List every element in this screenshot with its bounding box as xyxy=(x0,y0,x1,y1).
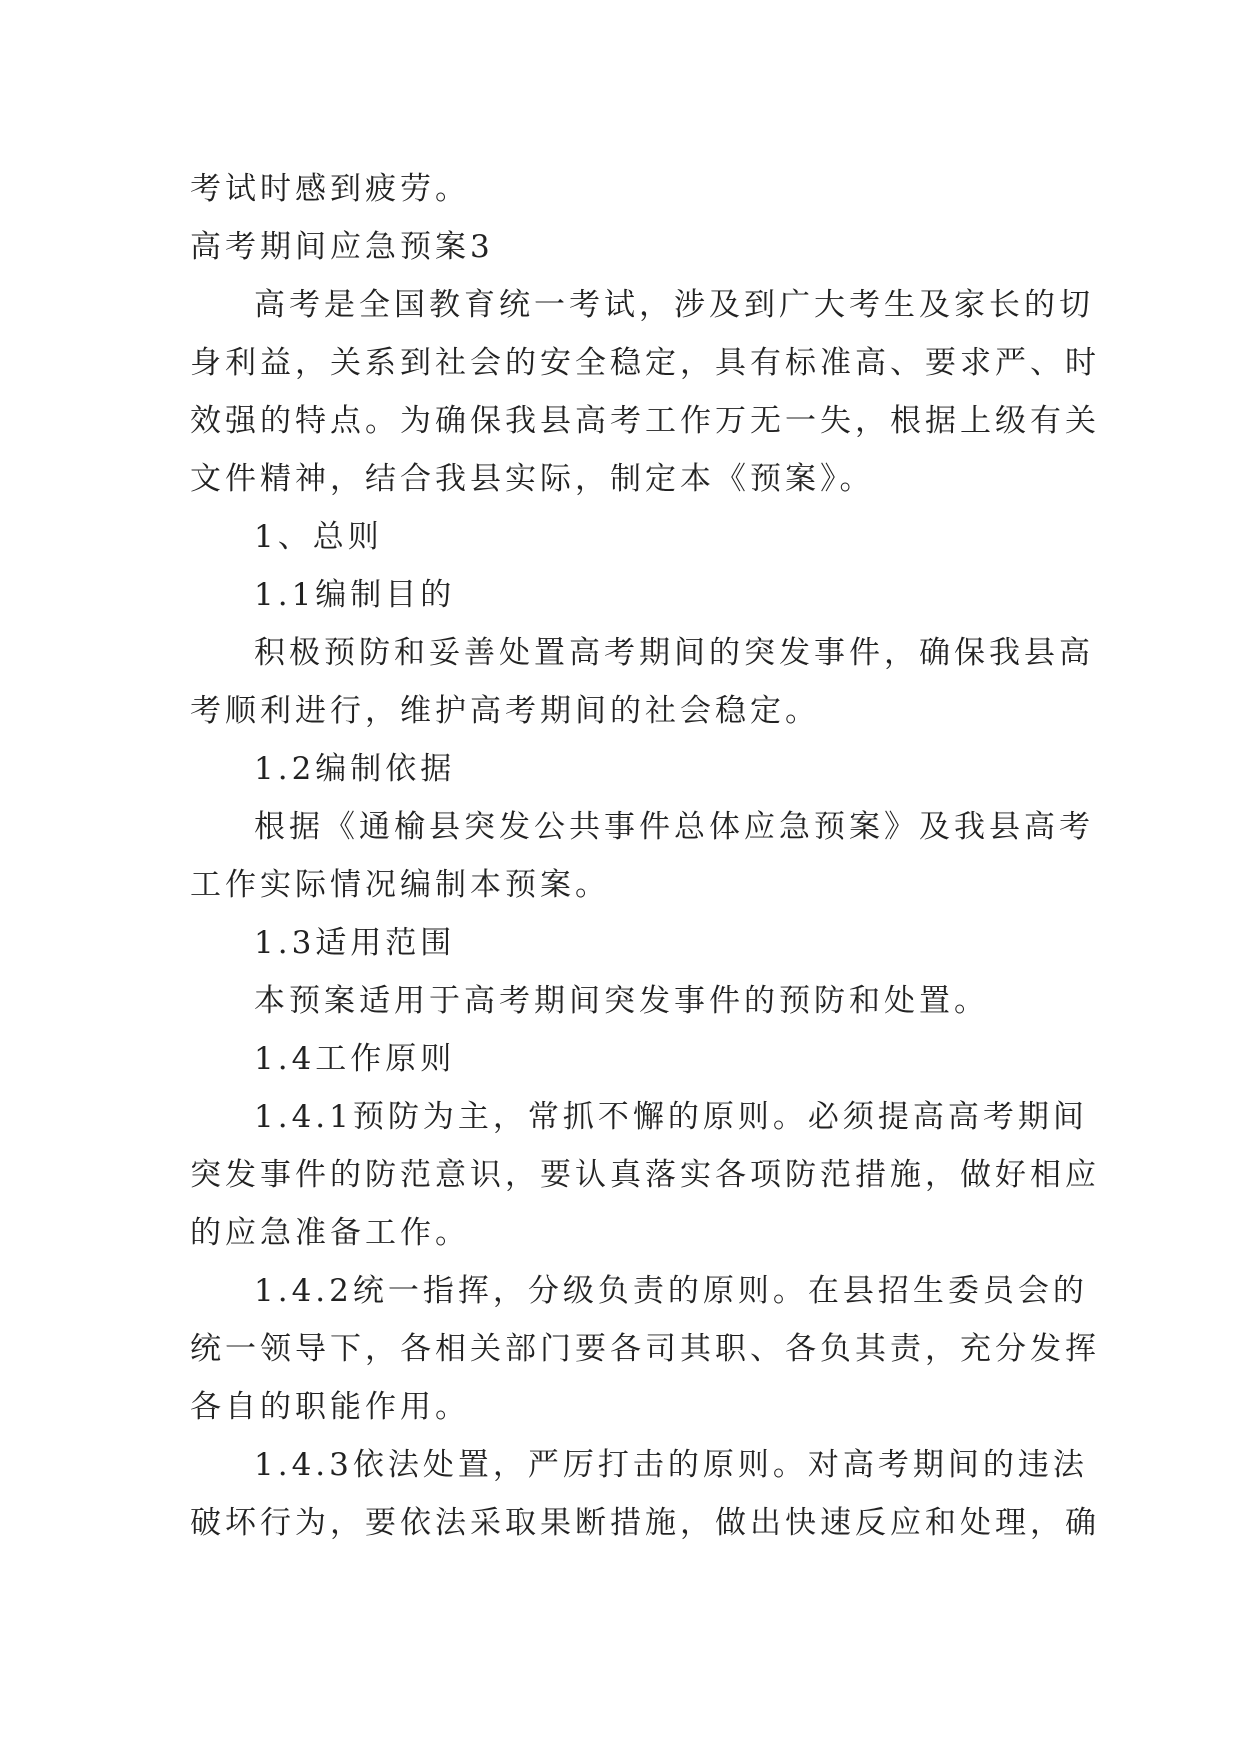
text-line: 的应急准备工作。 xyxy=(190,1215,470,1251)
text-line: 高考是全国教育统一考试，涉及到广大考生及家长的切 xyxy=(254,287,1094,323)
text-line: 统一领导下，各相关部门要各司其职、各负其责，充分发挥 xyxy=(190,1331,1100,1367)
text-line: 工作实际情况编制本预案。 xyxy=(190,867,610,903)
heading-scope: 1.3适用范围 xyxy=(254,925,456,961)
text-line: 本预案适用于高考期间突发事件的预防和处置。 xyxy=(254,983,989,1019)
text-line: 各自的职能作用。 xyxy=(190,1389,470,1425)
text-line: 文件精神，结合我县实际，制定本《预案》。 xyxy=(190,461,875,497)
heading-purpose: 1.1编制目的 xyxy=(254,577,456,613)
text-line: 考顺利进行，维护高考期间的社会稳定。 xyxy=(190,693,820,729)
text-line: 考试时感到疲劳。 xyxy=(190,171,470,207)
text-line: 1.4.1预防为主，常抓不懈的原则。必须提高高考期间 xyxy=(254,1099,1088,1135)
section-title: 高考期间应急预案3 xyxy=(190,229,494,265)
text-line: 破坏行为，要依法采取果断措施，做出快速反应和处理，确 xyxy=(190,1505,1100,1541)
heading-principles: 1.4工作原则 xyxy=(254,1041,456,1077)
text-line: 1.4.2统一指挥，分级负责的原则。在县招生委员会的 xyxy=(254,1273,1088,1309)
heading-general: 1、总则 xyxy=(254,519,383,555)
text-line: 身利益，关系到社会的安全稳定，具有标准高、要求严、时 xyxy=(190,345,1100,381)
text-line: 积极预防和妥善处置高考期间的突发事件，确保我县高 xyxy=(254,635,1094,671)
text-line: 突发事件的防范意识，要认真落实各项防范措施，做好相应 xyxy=(190,1157,1100,1193)
text-line: 根据《通榆县突发公共事件总体应急预案》及我县高考 xyxy=(254,809,1094,845)
document-body xyxy=(190,160,1100,1552)
heading-basis: 1.2编制依据 xyxy=(254,751,456,787)
text-line: 效强的特点。为确保我县高考工作万无一失，根据上级有关 xyxy=(190,403,1100,439)
text-line: 1.4.3依法处置，严厉打击的原则。对高考期间的违法 xyxy=(254,1447,1088,1483)
